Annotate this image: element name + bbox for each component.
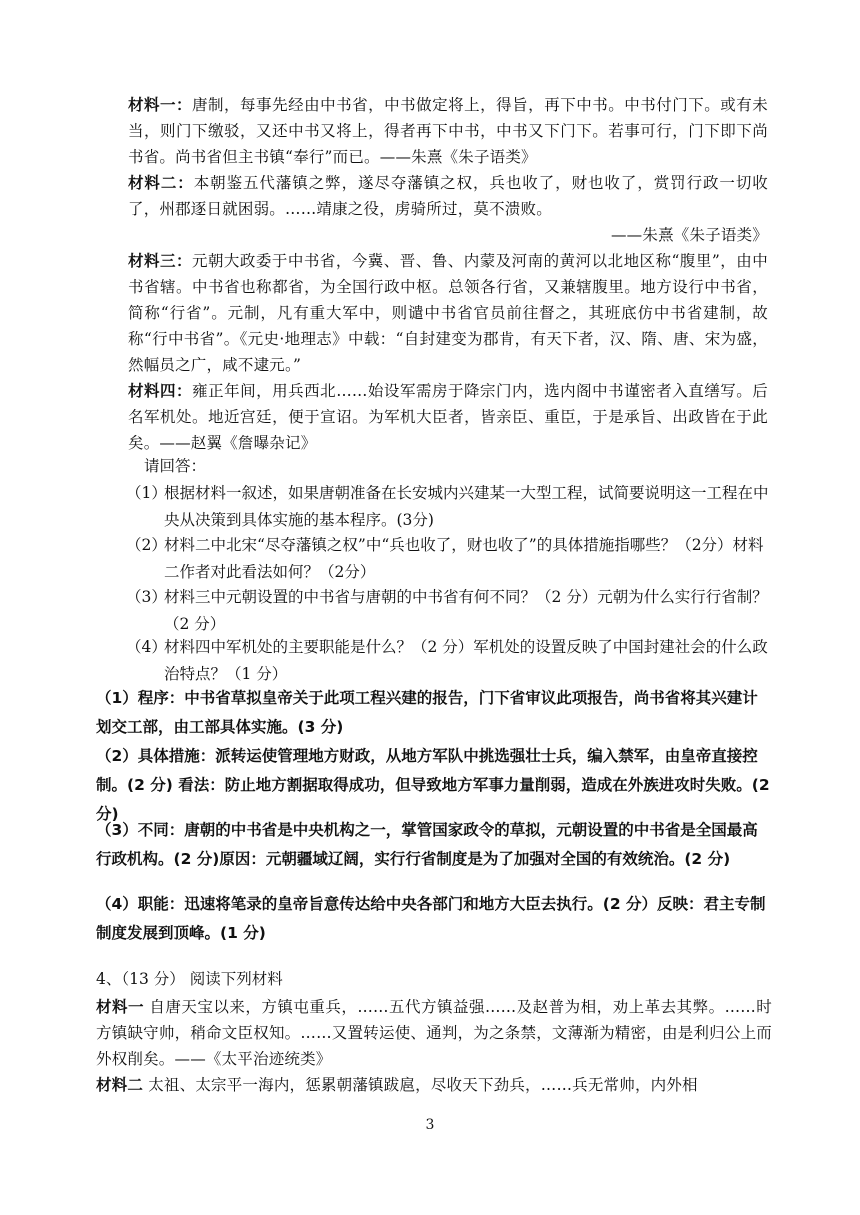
question-3-text: 材料三中元朝设置的中书省与唐朝的中书省有何不同？（2 分）元朝为什么实行行省制？（2 分）: [164, 588, 768, 633]
material-2: [128, 170, 768, 222]
material-3-text: 元朝大政委于中书省，今冀、晋、鲁、内蒙及河南的黄河以北地区称“腹里”，由中书省辖。中书省也称都省，为全国行政中枢。总领各行省，又兼辖腹里。地方设行中书省，简称“行省”。元制，凡有重大军中，则谴中书省官员前往督之，其班底仿中书省建制，故称“行中书省”。《元史·地理志》中载：“自封建变为郡肯，有天下者，汉、隋、唐、宋为盛，然幅员之广，咸不逮元。”: [128, 252, 768, 374]
answer-3: （3）不同：唐朝的中书省是中央机构之一，掌管国家政令的草拟，元朝设置的中书省是全国最高行政机构。(2 分)原因：元朝疆域辽阔，实行行省制度是为了加强对全国的有效统治。(2 分): [96, 821, 758, 868]
material-4-text: 雍正年间，用兵西北……始设军需房于降宗门内，选内阁中书谨密者入直缮写。后名军机处。地近宫廷，便于宣诏。为军机大臣者，皆亲臣、重臣，于是承旨、出政皆在于此矣。——赵翼《詹曝杂记》: [128, 382, 768, 452]
question-1-text: 根据材料一叙述，如果唐朝准备在长安城内兴建某一大型工程，试简要说明这一工程在中央从决策到具体实施的基本程序。(3分): [164, 484, 769, 529]
q4-material-2-label: 材料二: [96, 1075, 144, 1094]
answer-2: （2）具体措施：派转运使管理地方财政，从地方军队中挑选强壮士兵，编入禁军，由皇帝直接控制。(2 分) 看法：防止地方割据取得成功，但导致地方军事力量削弱，造成在外族进攻时失败。(2 分): [96, 747, 770, 823]
material-1-label: 材料一：: [128, 95, 193, 114]
material-3-label: 材料三：: [128, 251, 192, 270]
material-4-label: 材料四：: [128, 381, 193, 400]
question-4-heading: 4、（13 分） 阅读下列材料: [96, 970, 283, 988]
page-number: 3: [425, 1117, 435, 1133]
question-1: [126, 480, 772, 534]
question-1-number: （1）: [126, 484, 167, 502]
question-4-text: 材料四中军机处的主要职能是什么？（2 分）军机处的设置反映了中国封建社会的什么政治特点？（1 分）: [164, 638, 768, 683]
answer-prompt: 请回答：: [144, 457, 207, 475]
material-2-text: 本朝鉴五代藩镇之弊，遂尽夺藩镇之权，兵也收了，财也收了，赏罚行政一切收了，州郡逐日就困弱。……靖康之役，虏骑所过，莫不溃败。: [128, 174, 768, 218]
q4-material-2-text: 太祖、太宗平一海内，惩累朝藩镇跋扈，尽收天下劲兵，……兵无常帅，内外相: [143, 1076, 698, 1094]
q4-material-1-label: 材料一: [96, 997, 144, 1016]
question-2-text: 材料二中北宋“尽夺藩镇之权”中“兵也收了，财也收了”的具体措施指哪些？（2分）材料二作者对此看法如何？（2分）: [164, 536, 764, 581]
q4-material-1-text: 自唐天宝以来，方镇屯重兵，……五代方镇益强……及赵普为相，劝上革去其弊。……时方镇缺守帅，稍命文臣权知。……又置转运使、通判，为之条禁，文薄渐为精密，由是利归公上而外权削矣。——《太平治迹统类》: [96, 998, 772, 1068]
question-2-number: （2）: [126, 536, 167, 554]
q4-material-2: [96, 1072, 772, 1098]
material-2-source: ——朱熹《朱子语类》: [610, 226, 768, 244]
material-1-text: 唐制，每事先经由中书省，中书做定将上，得旨，再下中书。中书付门下。或有未当，则门下缴驳，又还中书又将上，得者再下中书，中书又下门下。若事可行，门下即下尚书省。尚书省但主书镇“奉行”而已。——朱熹《朱子语类》: [128, 96, 768, 166]
material-3: [128, 248, 768, 378]
material-4: [128, 378, 768, 456]
q4-material-1: [96, 994, 772, 1072]
question-3-number: （3）: [126, 588, 167, 606]
question-4-number: （4）: [126, 638, 167, 656]
answer-1: （1）程序：中书省草拟皇帝关于此项工程兴建的报告，门下省审议此项报告，尚书省将其兴建计划交工部，由工部具体实施。(3 分): [96, 689, 758, 736]
question-2: [126, 532, 772, 586]
answer-4: （4）职能：迅速将笔录的皇帝旨意传达给中央各部门和地方大臣去执行。(2 分）反映：君主专制制度发展到顶峰。(1 分): [96, 895, 766, 942]
material-1: [128, 92, 768, 170]
question-3: [126, 584, 772, 638]
question-4: [126, 634, 772, 688]
material-2-label: 材料二：: [128, 173, 194, 192]
